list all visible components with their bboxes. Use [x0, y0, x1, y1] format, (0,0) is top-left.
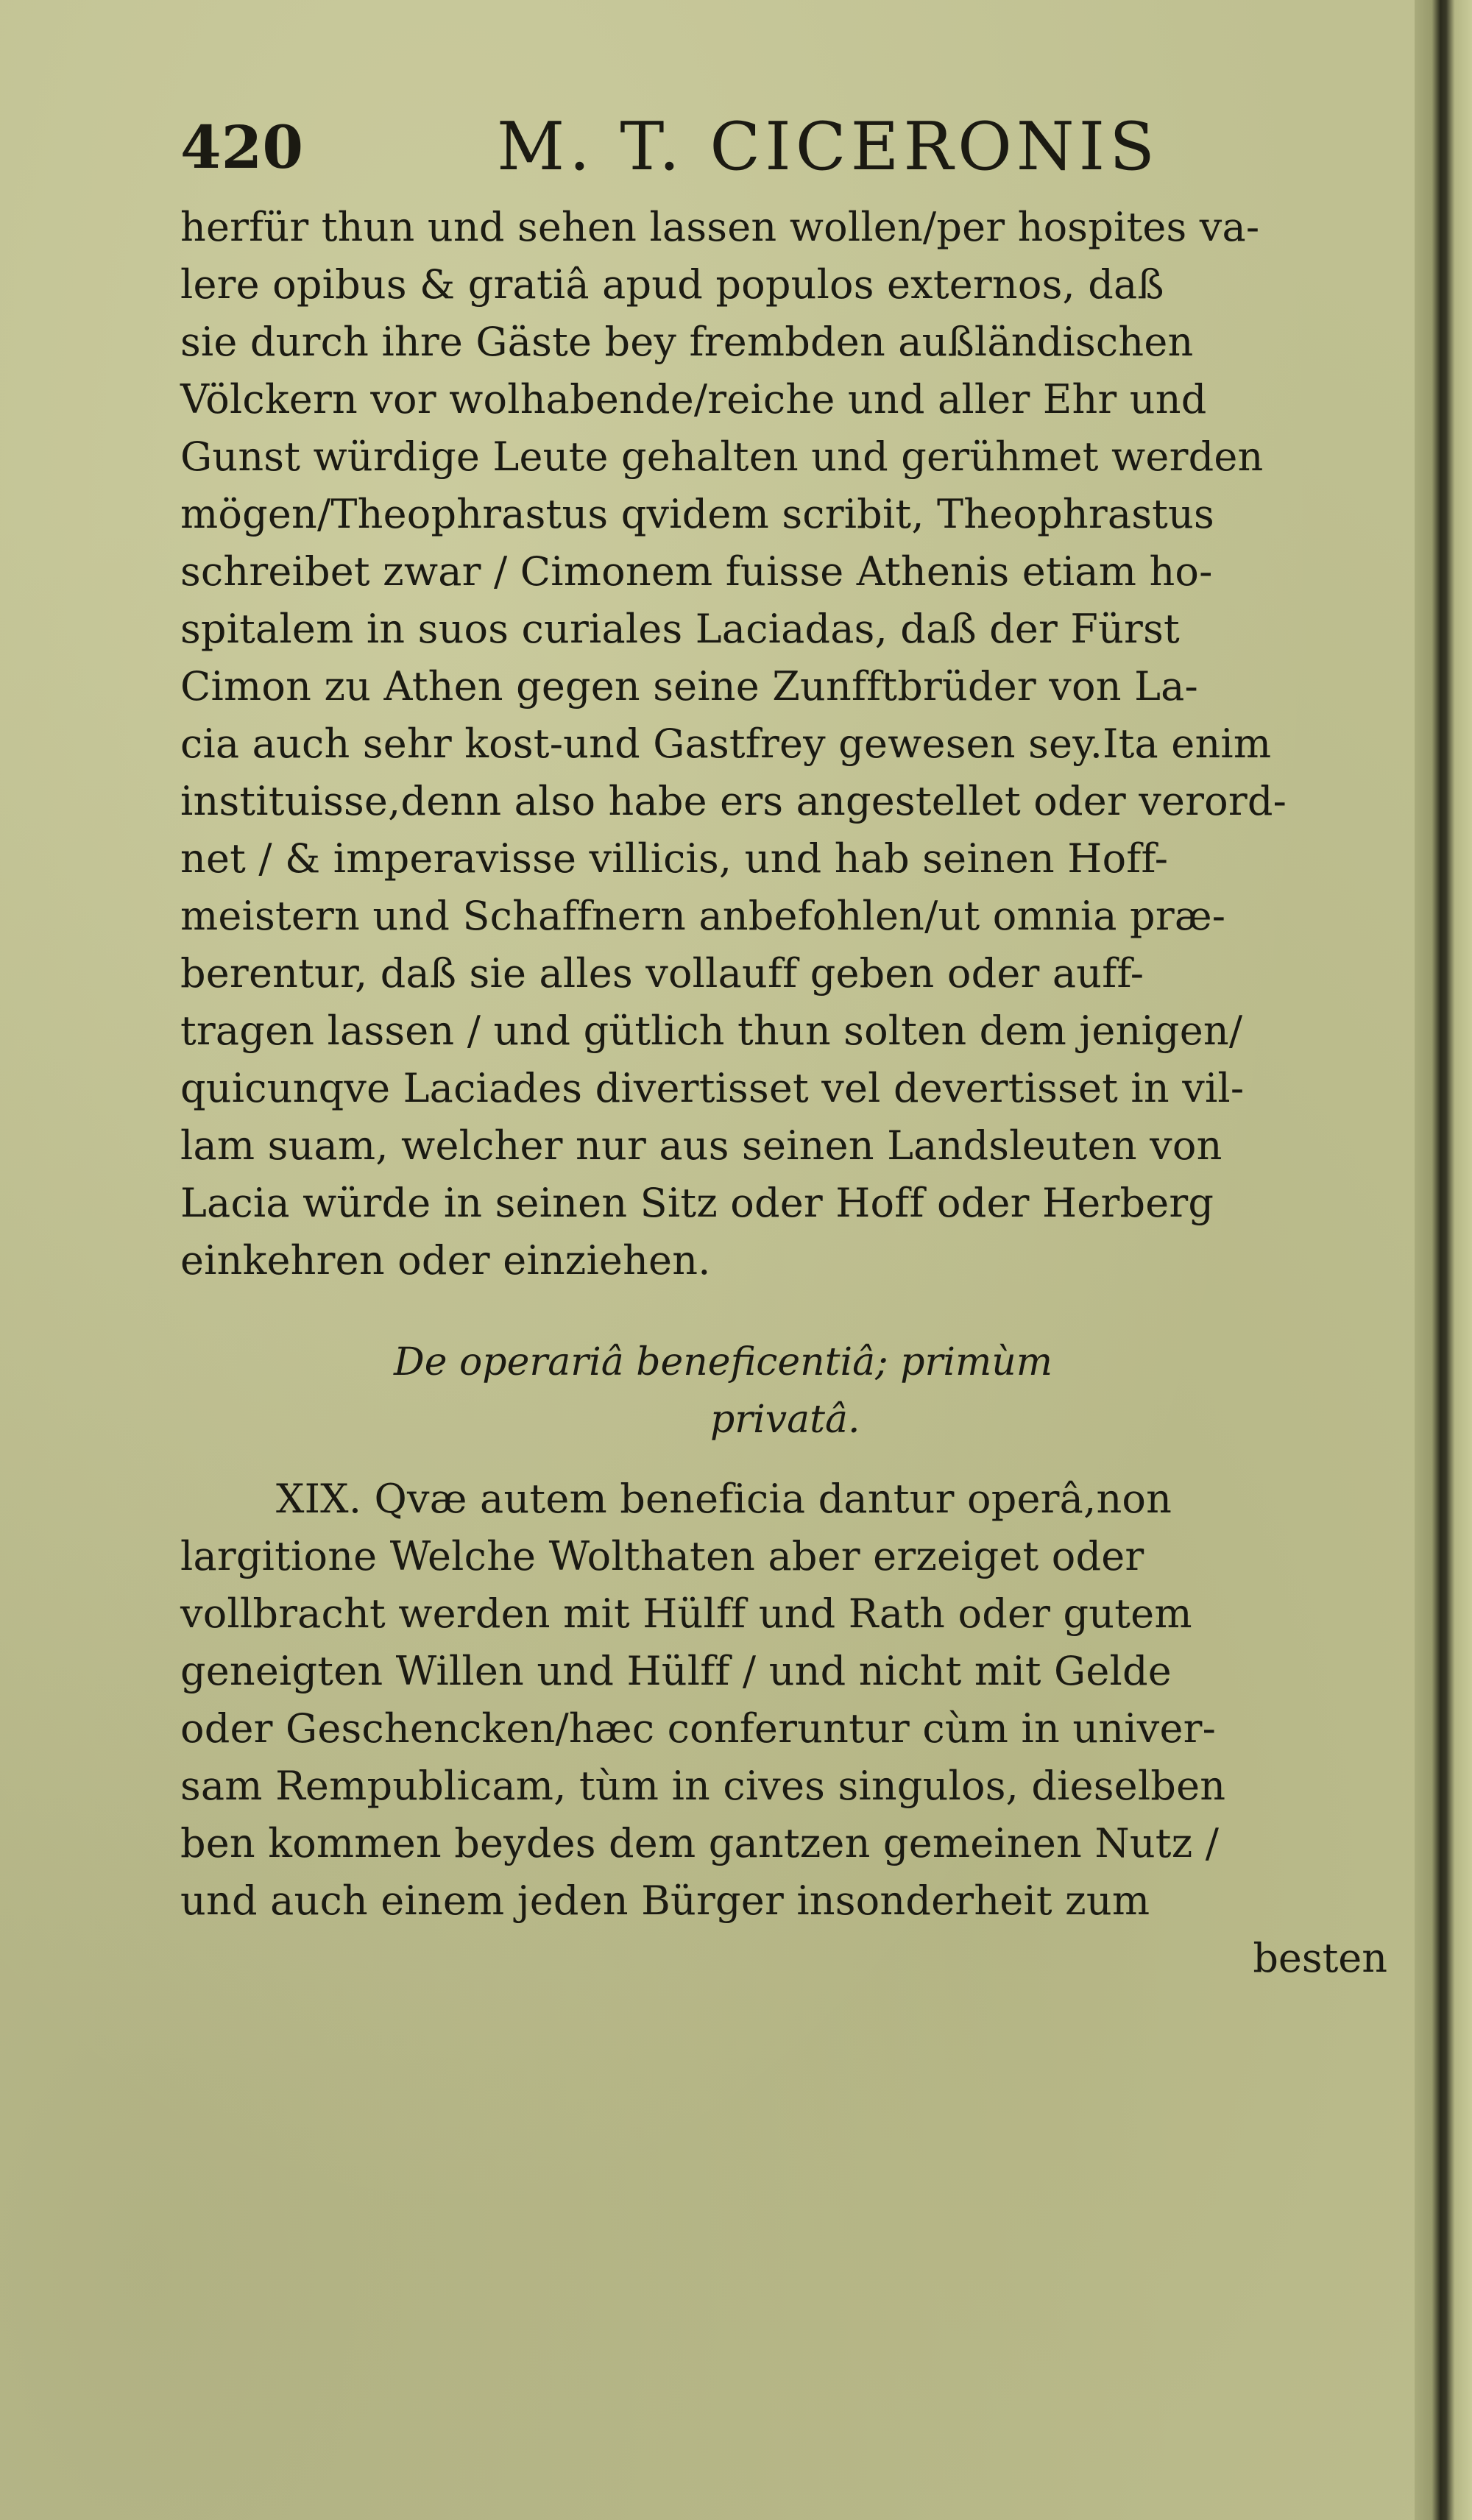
page-number: 420	[180, 113, 303, 182]
text-line: net / & imperavisse villicis, und hab seinen Hoff-	[180, 835, 1169, 882]
paragraph-2	[180, 1470, 1387, 1930]
section-heading-line: De operariâ beneficentiâ; primùm	[394, 1340, 1053, 1384]
text-line: herfür thun und sehen lassen wollen/per hospites va-	[180, 204, 1260, 250]
text-line: vollbracht werden mit Hülff und Rath oder gutem	[180, 1590, 1192, 1637]
paragraph-1	[180, 199, 1387, 1289]
text-line: spitalem in suos curiales Laciadas, daß der Fürst	[180, 606, 1180, 652]
text-line: sie durch ihre Gäste bey frembden außländischen	[180, 319, 1194, 365]
book-page	[180, 110, 1387, 2488]
running-head: M. T. CICERONIS	[497, 108, 1159, 185]
text-line: Cimon zu Athen gegen seine Zunfftbrüder von La-	[180, 663, 1198, 709]
text-line: ben kommen beydes dem gantzen gemeinen Nutz /	[180, 1820, 1220, 1866]
text-line: lere opibus & gratiâ apud populos externos, daß	[180, 261, 1164, 308]
spacer	[180, 1289, 1387, 1334]
text-line: lam suam, welcher nur aus seinen Landsleuten von	[180, 1122, 1222, 1169]
text-line: Völckern vor wolhabende/reiche und aller Ehr und	[180, 376, 1207, 422]
text-line: XIX. Qvæ autem beneficia dantur operâ,non	[276, 1476, 1172, 1522]
text-line: largitione Welche Wolthaten aber erzeiget oder	[180, 1533, 1144, 1579]
text-line: mögen/Theophrastus qvidem scribit, Theophrastus	[180, 491, 1214, 537]
text-line: Lacia würde in seinen Sitz oder Hoff oder Herberg	[180, 1180, 1214, 1226]
catchword: besten	[1253, 1935, 1387, 1981]
text-line: einkehren oder einziehen.	[180, 1237, 711, 1284]
text-line: geneigten Willen und Hülff / und nicht mit Gelde	[180, 1648, 1172, 1694]
text-line: schreibet zwar / Cimonem fuisse Athenis etiam ho-	[180, 548, 1213, 595]
spacer	[180, 1448, 1387, 1470]
text-line: sam Rempublicam, tùm in cives singulos, dieselben	[180, 1763, 1226, 1809]
text-line: cia auch sehr kost-und Gastfrey gewesen sey.Ita enim	[180, 721, 1272, 767]
text-line: berentur, daß sie alles vollauff geben oder auff-	[180, 950, 1144, 997]
text-line: Gunst würdige Leute gehalten und gerühmet werden	[180, 433, 1264, 480]
page-edge	[1415, 0, 1472, 2520]
text-line: instituisse,denn also habe ers angestellet oder verord-	[180, 778, 1287, 824]
page-header	[180, 110, 1211, 199]
text-line: meistern und Schaffnern anbefohlen/ut omnia præ-	[180, 893, 1226, 939]
text-line: tragen lassen / und gütlich thun solten dem jenigen/	[180, 1008, 1243, 1054]
text-line: und auch einem jeden Bürger insonderheit zum	[180, 1877, 1150, 1924]
text-line: quicunqve Laciades divertisset vel devertisset in vil-	[180, 1065, 1245, 1111]
section-heading	[180, 1334, 1387, 1448]
text-line: oder Geschencken/hæc conferuntur cùm in univer-	[180, 1705, 1217, 1752]
section-heading-line: privatâ.	[710, 1398, 860, 1442]
